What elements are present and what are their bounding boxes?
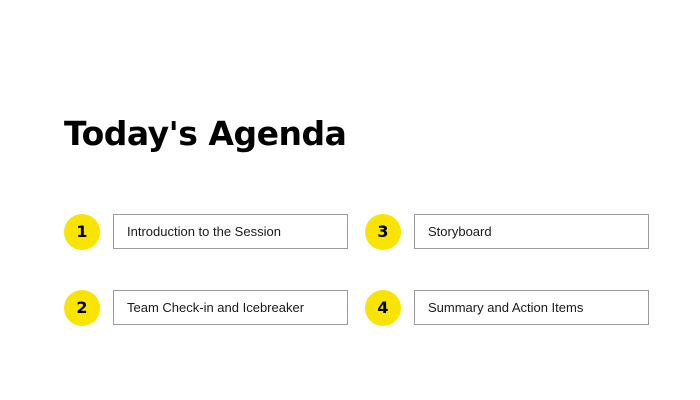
agenda-number-badge: 4 xyxy=(365,290,401,326)
agenda-item-label: Storyboard xyxy=(414,214,649,249)
agenda-number-badge: 1 xyxy=(64,214,100,250)
agenda-item-3 xyxy=(365,214,700,250)
agenda-item-label: Summary and Action Items xyxy=(414,290,649,325)
agenda-number-badge: 2 xyxy=(64,290,100,326)
agenda-number-badge: 3 xyxy=(365,214,401,250)
slide-title: Today's Agenda xyxy=(64,114,347,153)
agenda-item-label: Team Check-in and Icebreaker xyxy=(113,290,348,325)
agenda-item-label: Introduction to the Session xyxy=(113,214,348,249)
agenda-item-4 xyxy=(365,290,700,326)
